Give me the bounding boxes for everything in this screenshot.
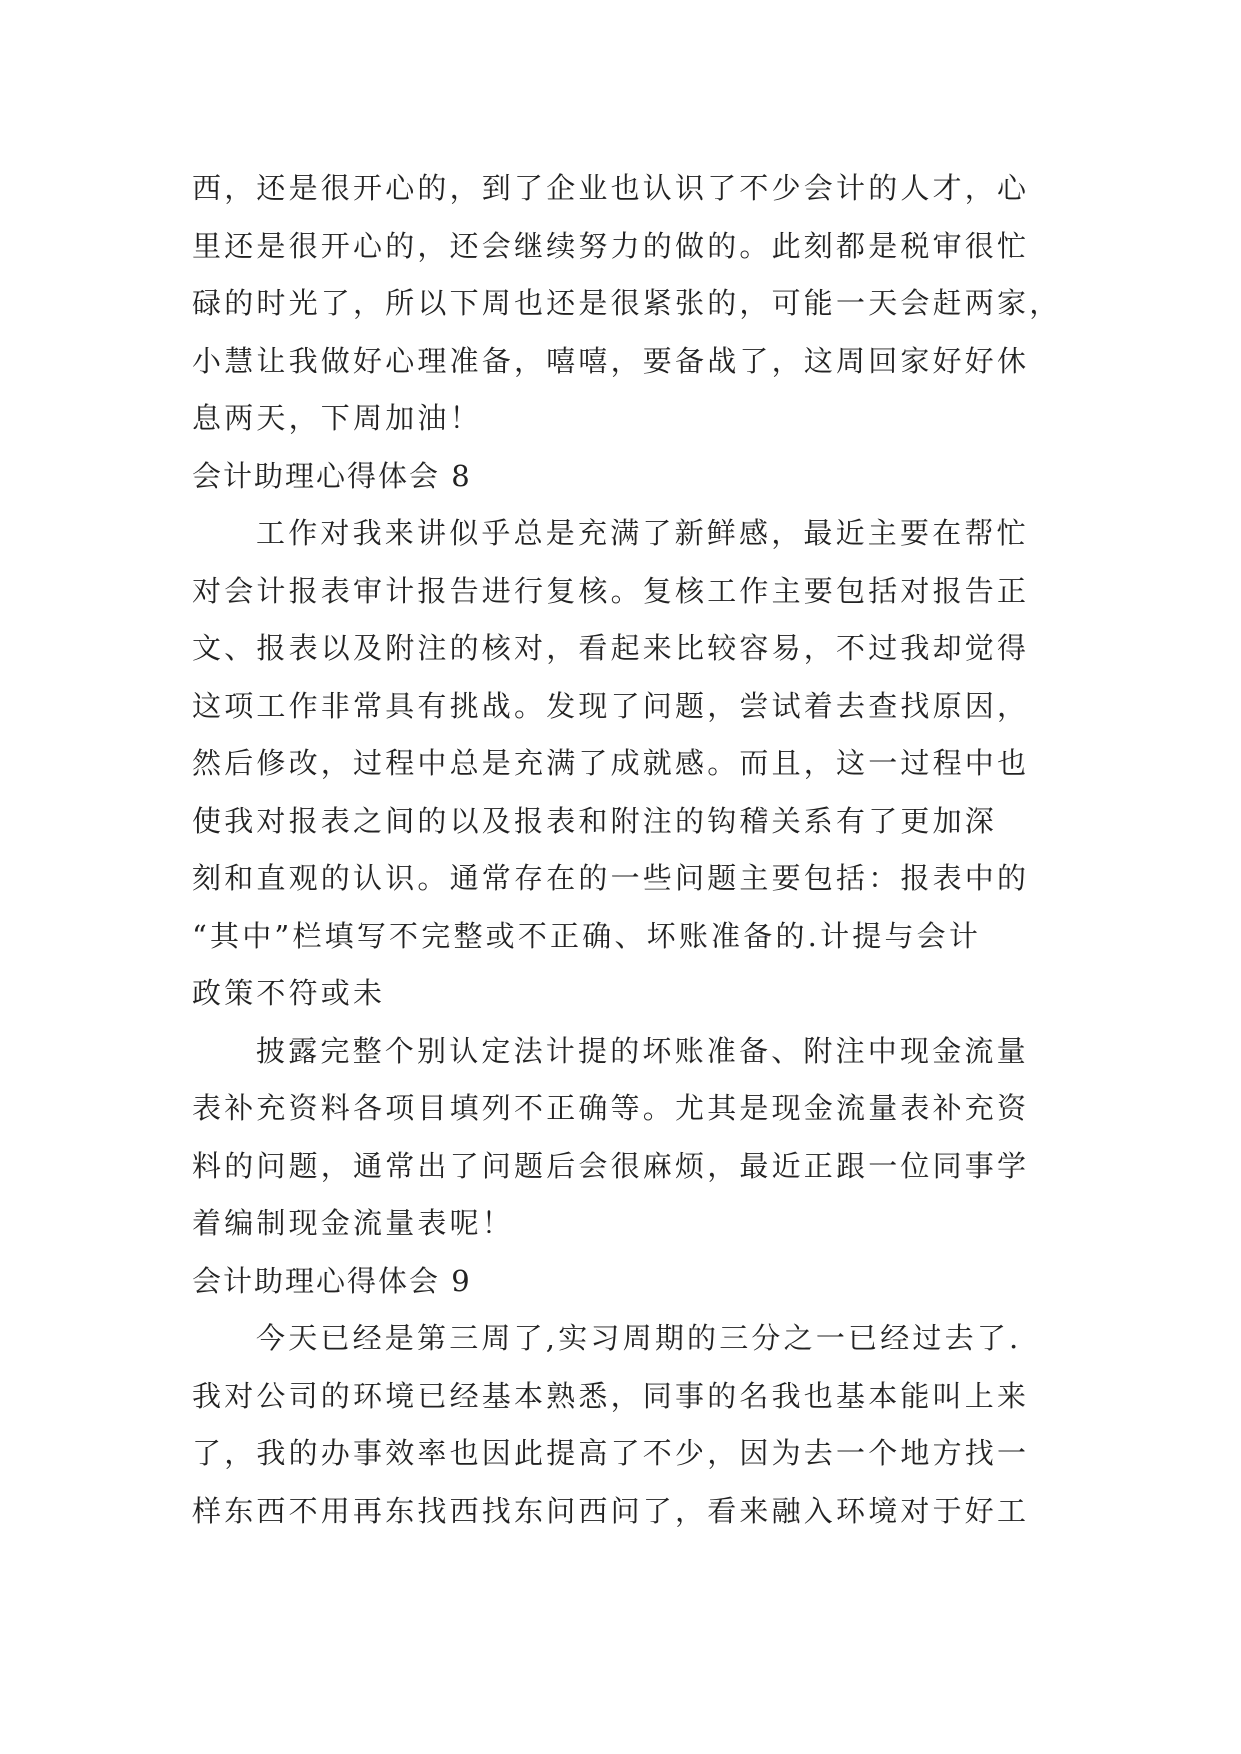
paragraph — [192, 505, 1052, 1023]
paragraph — [192, 1023, 1052, 1253]
text-line: 今天已经是第三周了,实习周期的三分之一已经过去了. — [256, 1321, 1022, 1355]
text-line: 着编制现金流量表呢！ — [192, 1206, 515, 1240]
text-line: 息两天，下周加油！ — [192, 401, 482, 435]
text-line: 使我对报表之间的以及报表和附注的钩稽关系有了更加深 — [192, 803, 998, 838]
text-line: 西，还是很开心的，到了企业也认识了不少会计的人才，心 — [192, 171, 1030, 205]
text-line: 小慧让我做好心理准备，嘻嘻，要备战了，这周回家好好休 — [192, 343, 1030, 378]
text-line: 刻和直观的认识。通常存在的一些问题主要包括：报表中的 — [192, 861, 1030, 895]
section-heading: 会计助理心得体会 8 — [192, 458, 472, 493]
text-line: 对会计报表审计报告进行复核。复核工作主要包括对报告正 — [192, 573, 1030, 608]
text-line: “其中”栏填写不完整或不正确、坏账准备的.计提与会计 — [192, 918, 982, 953]
paragraph-continued — [192, 160, 1062, 448]
section-heading: 会计助理心得体会 9 — [192, 1263, 472, 1298]
text-line: 政策不符或未 — [192, 976, 386, 1010]
text-line: 样东西不用再东找西找东问西问了，看来融入环境对于好工 — [192, 1493, 1030, 1528]
text-line: 然后修改，过程中总是充满了成就感。而且，这一过程中也 — [192, 746, 1030, 780]
text-line: 披露完整个别认定法计提的坏账准备、附注中现金流量 — [256, 1033, 1029, 1068]
text-line: 里还是很开心的，还会继续努力的做的。此刻都是税审很忙 — [192, 228, 1030, 263]
text-line: 表补充资料各项目填列不正确等。尤其是现金流量表补充资 — [192, 1091, 1030, 1125]
paragraph — [192, 1310, 1052, 1540]
text-line: 工作对我来讲似乎总是充满了新鲜感，最近主要在帮忙 — [256, 516, 1029, 550]
text-line: 料的问题，通常出了问题后会很麻烦，最近正跟一位同事学 — [192, 1148, 1030, 1183]
text-line: 碌的时光了，所以下周也还是很紧张的，可能一天会赶两家， — [192, 286, 1062, 320]
text-line: 文、报表以及附注的核对，看起来比较容易，不过我却觉得 — [192, 631, 1030, 665]
text-line: 了，我的办事效率也因此提高了不少，因为去一个地方找一 — [192, 1436, 1030, 1470]
document-body — [192, 160, 1062, 1540]
text-line: 我对公司的环境已经基本熟悉，同事的名我也基本能叫上来 — [192, 1378, 1030, 1413]
text-line: 这项工作非常具有挑战。发现了问题，尝试着去查找原因， — [192, 688, 1030, 723]
